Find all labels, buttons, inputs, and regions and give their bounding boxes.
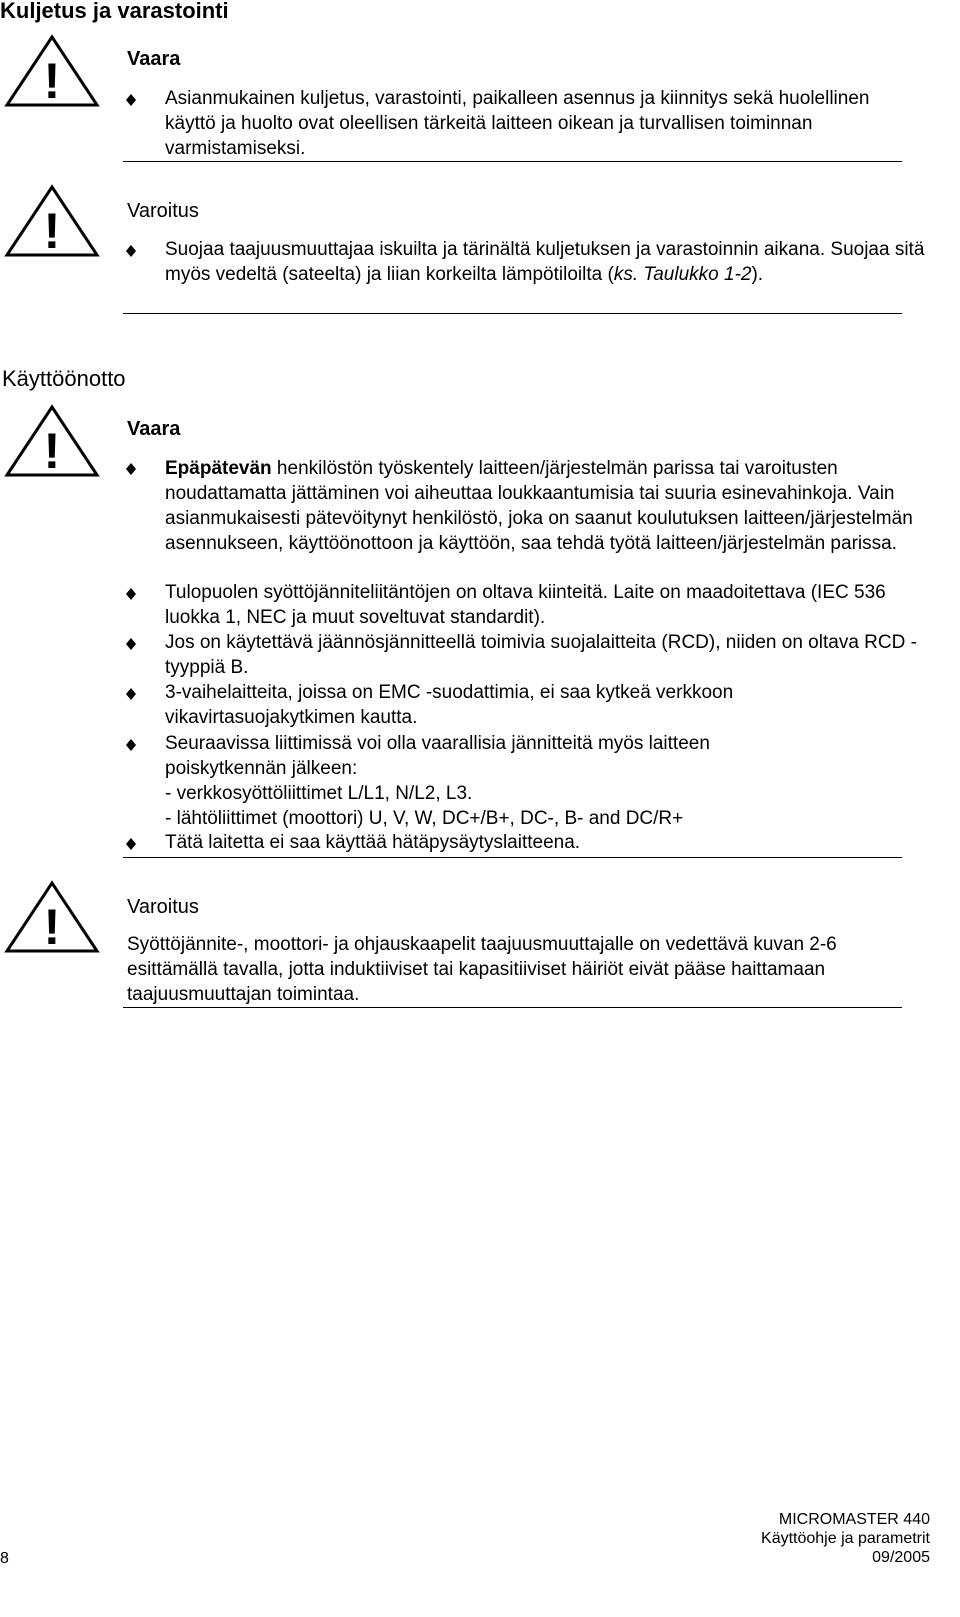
divider — [123, 161, 902, 162]
footer-info — [761, 1510, 930, 1567]
section-title-transport: Kuljetus ja varastointi — [0, 0, 229, 23]
divider — [123, 313, 902, 314]
caution-text: Syöttöjännite-, moottori- ja ohjauskaapelit taajuusmuuttajalle on vedettävä kuvan 2-6 esittämällä tavalla, jotta induktiiviset tai kapasitiiviset häiriöt eivät pääse haittamaan taajuusmuuttajan toimintaa. — [127, 934, 837, 1005]
svg-text:!: ! — [43, 203, 61, 258]
diamond-bullet-icon — [126, 245, 136, 255]
diamond-bullet-icon — [126, 739, 136, 749]
danger-item-text: Seuraavissa liittimissä voi olla vaarallisia jännitteitä myös laitteen poiskytkennän jälkeen: — [165, 733, 710, 779]
danger-item: Tätä laitetta ei saa käyttää hätäpysäytyslaitteena. — [165, 832, 581, 853]
warning-triangle-icon — [4, 880, 100, 959]
danger-item: Jos on käytettävä jäännösjännitteellä toimivia suojalaitteita (RCD), niiden on oltava RCD -tyyppiä B. — [165, 632, 917, 678]
danger-label: Vaara — [127, 48, 181, 70]
svg-text:!: ! — [43, 423, 61, 478]
danger-item — [165, 731, 925, 831]
section-title-commissioning: Käyttöönotto — [2, 366, 126, 391]
danger-item-subline: - lähtöliittimet (moottori) U, V, W, DC+/B+, DC-, B- and DC/R+ — [165, 808, 684, 829]
manual-title: Käyttöohje ja parametrit — [761, 1530, 930, 1547]
svg-text:!: ! — [43, 53, 61, 108]
danger-item: 3-vaihelaitteita, joissa on EMC -suodattimia, ei saa kytkeä verkkoon vikavirtasuojakytkimen kautta. — [165, 682, 734, 728]
danger-item: Epäpätevän henkilöstön työskentely laitteen/järjestelmän parissa tai varoitusten noudattamatta jättäminen voi aiheuttaa loukkaantumisia tai suuria esinevahinkoja. Vain asianmukaisesti pätevöitynyt henkilöstö, joka on saanut koulutuksen laitteen/järjestelmän asennukseen, käyttöönottoon ja käyttöön, saa tehdä työtä laitteen/järjestelmän parissa. — [165, 458, 913, 554]
svg-text:!: ! — [43, 899, 61, 954]
diamond-bullet-icon — [126, 688, 136, 698]
divider — [123, 1007, 902, 1008]
diamond-bullet-icon — [126, 588, 136, 598]
warning-triangle-icon — [4, 404, 100, 483]
warning-triangle-icon — [4, 184, 100, 263]
edition-date: 09/2005 — [872, 1549, 930, 1566]
diamond-bullet-icon — [126, 638, 136, 648]
caution-item: Suojaa taajuusmuuttajaa iskuilta ja tärinältä kuljetuksen ja varastoinnin aikana. Suojaa sitä myös vedeltä (sateelta) ja liian korkeilta lämpötiloilta (ks. Taulukko 1-2). — [165, 239, 925, 285]
diamond-bullet-icon — [126, 94, 136, 104]
danger-item-subline: - verkkosyöttöliittimet L/L1, N/L2, L3. — [165, 783, 473, 804]
diamond-bullet-icon — [126, 838, 136, 848]
danger-label: Vaara — [127, 418, 181, 440]
divider — [123, 857, 902, 858]
page-number: 8 — [0, 1550, 9, 1567]
warning-triangle-icon — [4, 34, 100, 113]
caution-label: Varoitus — [127, 200, 199, 222]
danger-item: Tulopuolen syöttöjänniteliitäntöjen on oltava kiinteitä. Laite on maadoitettava (IEC 536 luokka 1, NEC ja muut soveltuvat standardit). — [165, 582, 886, 628]
caution-label: Varoitus — [127, 896, 199, 918]
danger-item: Asianmukainen kuljetus, varastointi, paikalleen asennus ja kiinnitys sekä huolellinen käyttö ja huolto ovat oleellisen tärkeitä laitteen oikean ja turvallisen toiminnan varmistamiseksi. — [165, 88, 870, 159]
diamond-bullet-icon — [126, 463, 136, 473]
product-name: MICROMASTER 440 — [778, 1511, 930, 1528]
